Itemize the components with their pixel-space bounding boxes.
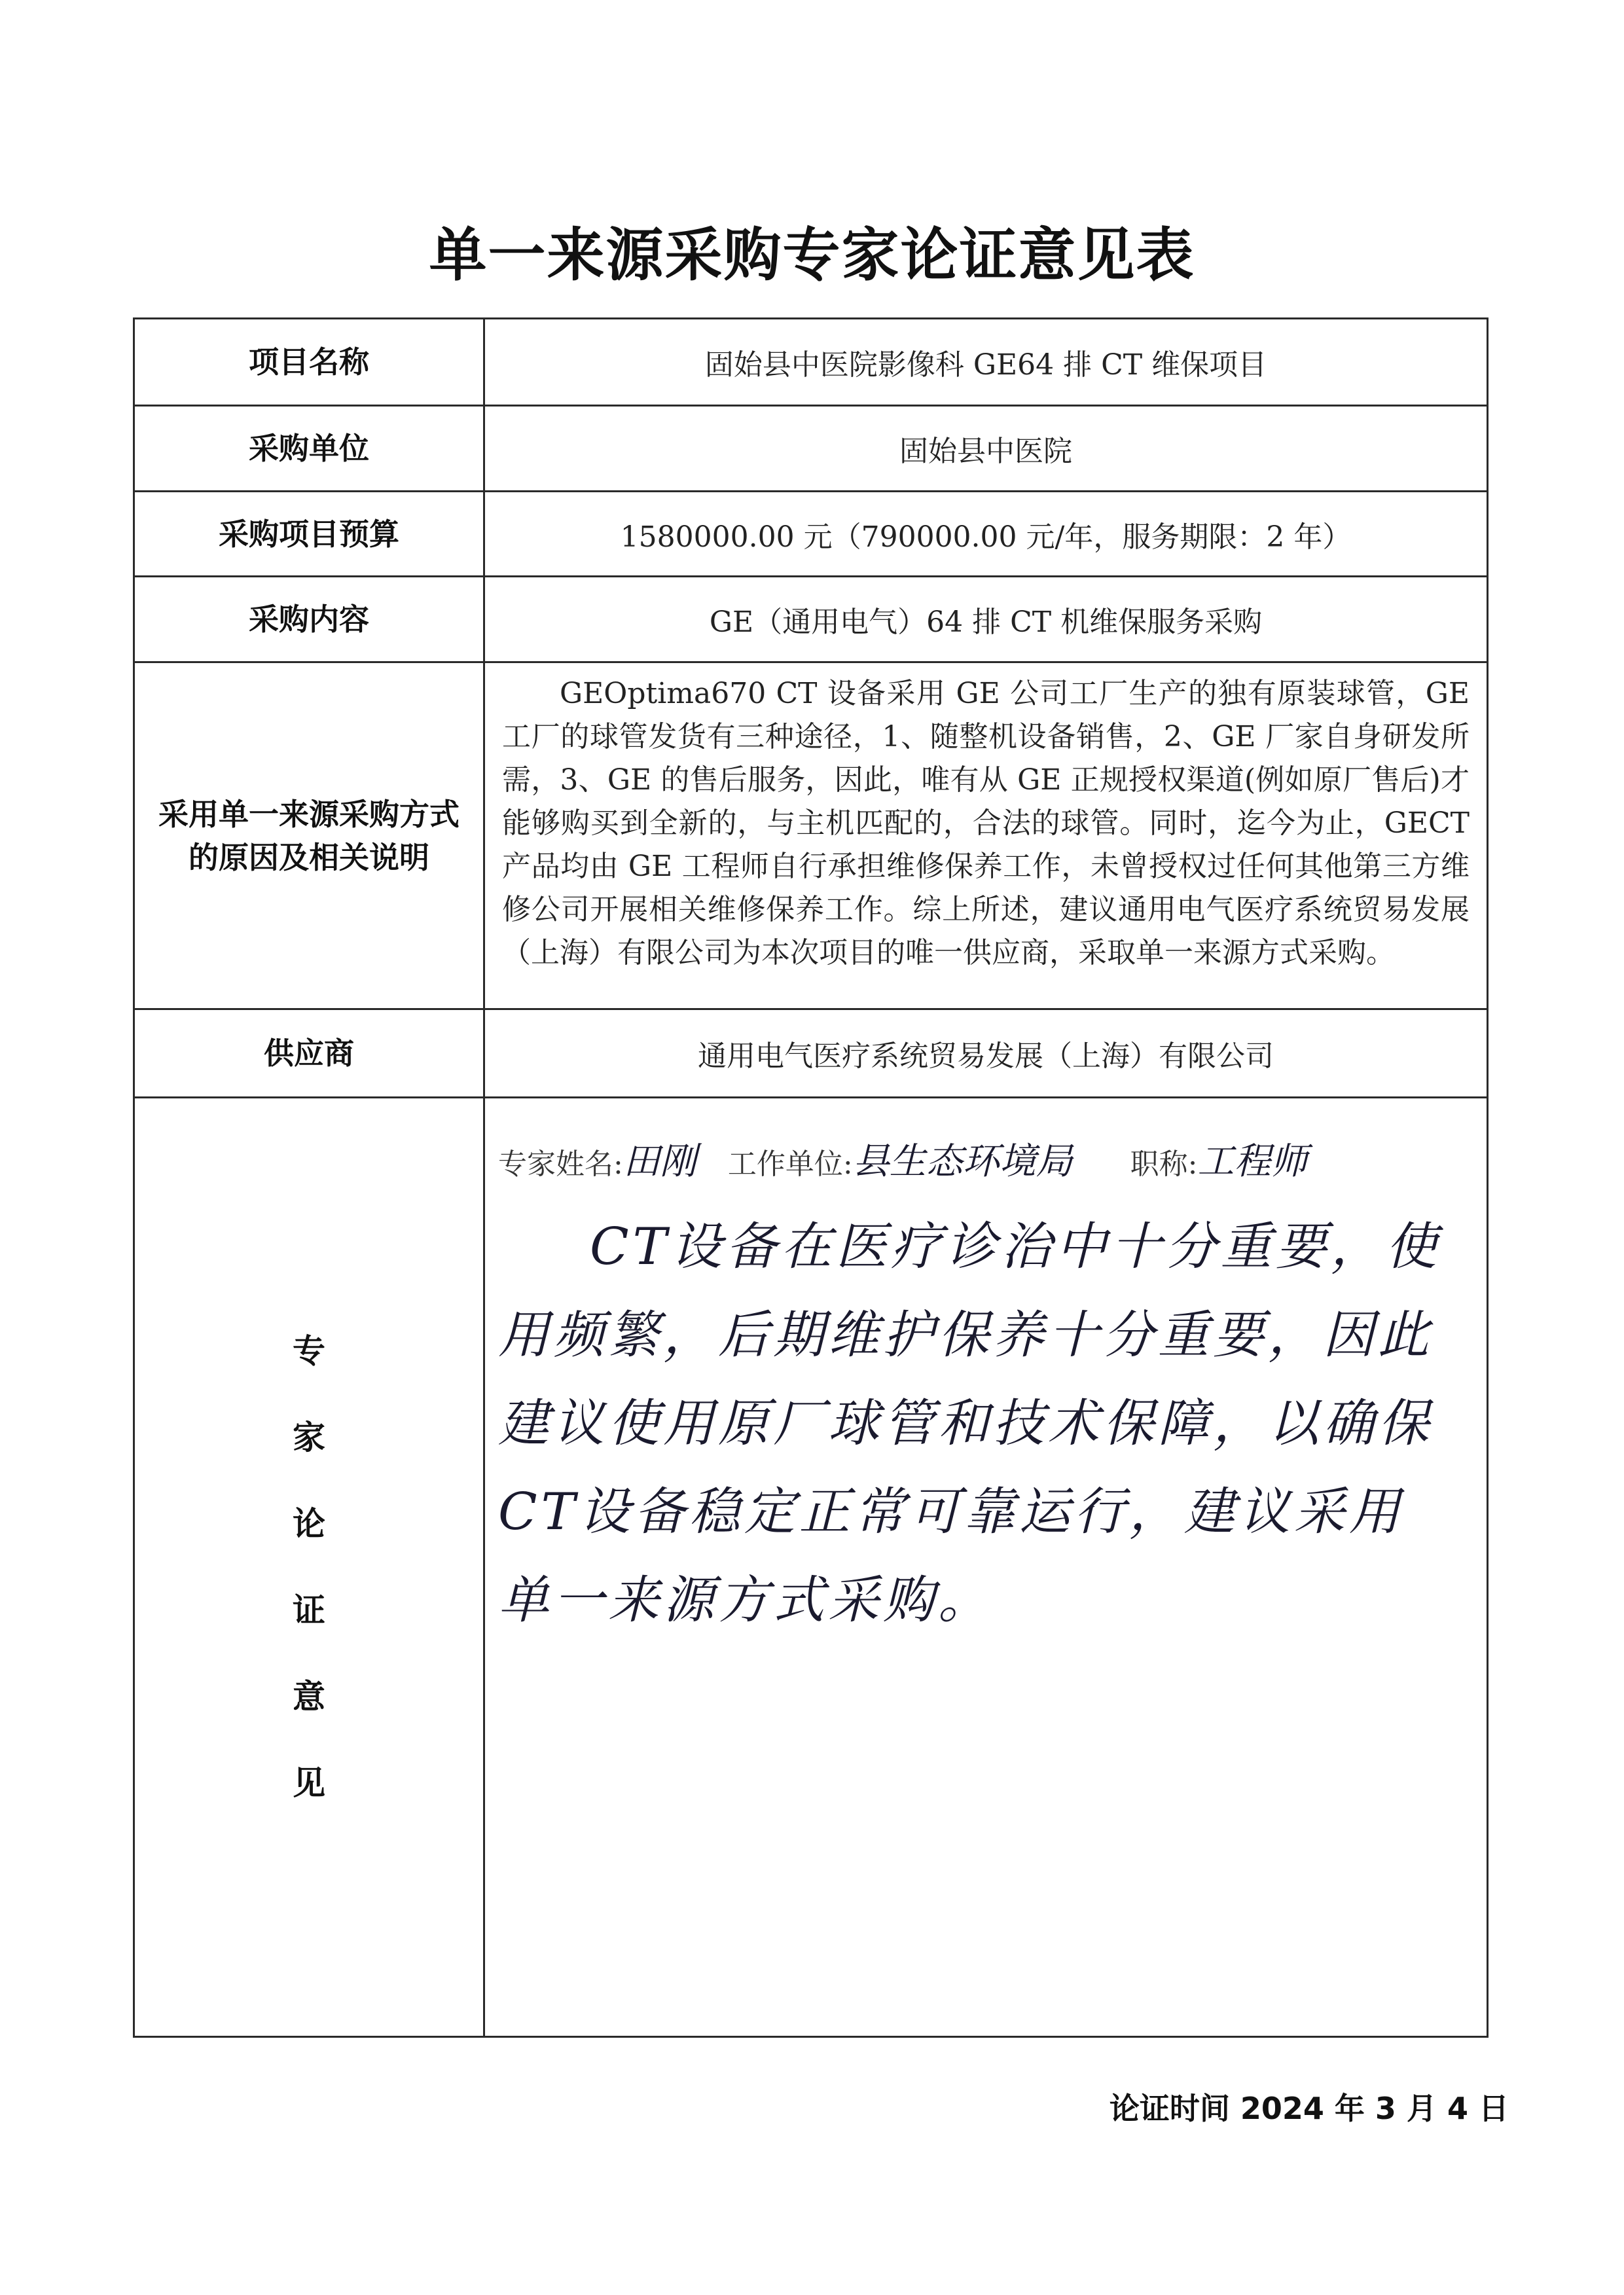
content-value: GE（通用电气）64 排 CT 机维保服务采购 xyxy=(484,577,1488,662)
opinion-label-char: 论 xyxy=(293,1505,325,1543)
row-reason xyxy=(134,662,1488,1009)
handwritten-opinion-text: CT设备在医疗诊治中十分重要，使用频繁，后期维护保养十分重要，因此建议使用原厂球管和技术保障，以确保CT设备稳定正常可靠运行，建议采用单一来源方式采购。 xyxy=(498,1218,1441,1630)
form-table xyxy=(133,317,1489,2038)
purchaser-value: 固始县中医院 xyxy=(484,406,1488,492)
supplier-label: 供应商 xyxy=(134,1009,484,1098)
opinion-label-char: 家 xyxy=(293,1419,325,1456)
expert-info-line xyxy=(498,1132,1467,1185)
review-date: 论证时间 2024 年 3 月 4 日 xyxy=(1109,2091,1509,2126)
expert-name-label: 专家姓名: xyxy=(498,1148,623,1181)
budget-value: 1580000.00 元（790000.00 元/年，服务期限：2 年） xyxy=(484,492,1488,577)
reason-text-body: GEOptima670 CT 设备采用 GE 公司工厂生产的独有原装球管，GE 工厂的球管发货有三种途径，1、随整机设备销售，2、GE 厂家自身研发所需，3、GE 的售后服务，因此，唯有从 GE 正规授权渠道(例如原厂售后)才能够购买到全新的，与主机匹配的，合法的球管。同时，迄今为止，GECT 产品均由 GE 工程师自行承担维修保养工作，未曾授权过任何其他第三方维修公司开展相关维修保养工作。综上所述，建议通用电气医疗系统贸易发展（上海）有限公司为本次项目的唯一供应商，采取单一来源方式采购。 xyxy=(502,677,1470,969)
row-expert-opinion xyxy=(134,1098,1488,2037)
reason-text xyxy=(484,662,1488,1009)
row-budget xyxy=(134,492,1488,577)
budget-label: 采购项目预算 xyxy=(134,492,484,577)
project-name-label: 项目名称 xyxy=(134,319,484,406)
opinion-label-char: 专 xyxy=(293,1332,325,1370)
supplier-value: 通用电气医疗系统贸易发展（上海）有限公司 xyxy=(484,1009,1488,1098)
title-handwritten: 工程师 xyxy=(1197,1140,1308,1183)
row-project-name xyxy=(134,319,1488,406)
work-unit-handwritten: 县生态环境局 xyxy=(852,1140,1073,1183)
opinion-label-char: 见 xyxy=(293,1764,325,1802)
page-title: 单一来源采购专家论证意见表 xyxy=(429,221,1195,289)
reason-label: 采用单一来源采购方式的原因及相关说明 xyxy=(134,662,484,1009)
work-unit-label: 工作单位: xyxy=(727,1148,853,1181)
expert-opinion-label xyxy=(134,1098,484,2037)
content-label: 采购内容 xyxy=(134,577,484,662)
row-content xyxy=(134,577,1488,662)
purchaser-label: 采购单位 xyxy=(134,406,484,492)
expert-name-signature: 田刚 xyxy=(623,1140,696,1183)
project-name-value: 固始县中医院影像科 GE64 排 CT 维保项目 xyxy=(484,319,1488,406)
row-supplier xyxy=(134,1009,1488,1098)
handwritten-opinion xyxy=(498,1203,1447,1645)
title-label: 职称: xyxy=(1130,1148,1198,1181)
row-purchaser xyxy=(134,406,1488,492)
expert-opinion-cell xyxy=(484,1098,1488,2037)
opinion-label-char: 意 xyxy=(293,1678,325,1716)
opinion-label-char: 证 xyxy=(293,1591,325,1629)
